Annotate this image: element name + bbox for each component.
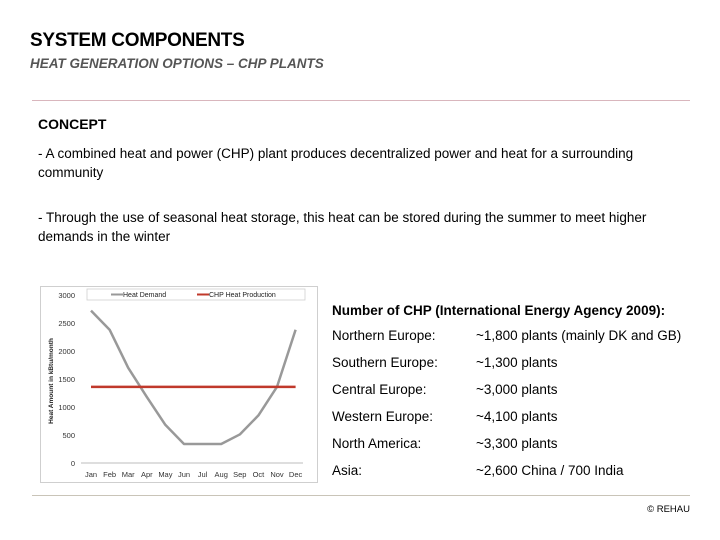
y-tick-label: 2500 [58,319,75,328]
y-tick-label: 0 [70,459,75,468]
footer-divider [32,495,690,496]
stat-value: ~1,800 plants (mainly DK and GB) [476,328,682,343]
chp-stats [332,300,712,484]
stat-region: Central Europe: [332,382,427,397]
slide-title: SYSTEM COMPONENTS [30,30,245,51]
heat-chart [40,286,318,483]
x-tick-label: Nov [270,470,284,479]
x-tick-label: Jul [197,470,208,479]
x-tick-label: Dec [288,470,303,479]
header-divider [32,100,690,101]
series-line-heat-demand [91,311,296,444]
stat-value: ~1,300 plants [476,355,558,370]
stat-row [332,322,712,349]
x-tick-label: Oct [252,470,265,479]
stat-value: ~2,600 China / 700 India [476,463,624,478]
legend-label: Heat Demand [123,292,167,299]
stat-region: North America: [332,436,422,451]
x-tick-label: Feb [103,470,117,479]
stat-row [332,457,712,484]
x-tick-label: Jun [177,470,191,479]
stat-row [332,349,712,376]
stat-value: ~3,300 plants [476,436,558,451]
x-tick-label: Jan [84,470,98,479]
heat-chart-svg [41,287,319,484]
concept-paragraph-1: - A combined heat and power (CHP) plant produces decentralized power and heat for a surrounding community [38,146,634,180]
y-tick-label: 2000 [58,347,75,356]
concept-paragraph-2: - Through the use of seasonal heat storage, this heat can be stored during the summer to meet higher demands in the winter [38,210,647,244]
copyright: © REHAU [647,504,690,515]
x-tick-label: Mar [121,470,135,479]
y-axis-label: Heat Amount in kBtu/month [48,338,55,424]
y-tick-label: 500 [62,431,75,440]
stat-region: Northern Europe: [332,328,436,343]
y-tick-label: 1500 [58,375,75,384]
stat-value: ~4,100 plants [476,409,558,424]
slide-subtitle: HEAT GENERATION OPTIONS – CHP PLANTS [30,56,324,71]
x-tick-label: Sep [233,470,247,479]
stat-region: Asia: [332,463,363,478]
stat-row [332,430,712,457]
x-tick-label: Aug [214,470,228,479]
stat-row [332,403,712,430]
concept-heading: CONCEPT [38,116,107,132]
x-tick-label: Apr [140,470,153,479]
y-tick-label: 1000 [58,403,75,412]
y-tick-label: 3000 [58,291,75,300]
stats-heading: Number of CHP (International Energy Agency 2009): [332,303,666,318]
stat-value: ~3,000 plants [476,382,558,397]
stat-row [332,376,712,403]
stat-region: Western Europe: [332,409,434,424]
stat-region: Southern Europe: [332,355,438,370]
x-tick-label: May [158,470,173,479]
legend-label: CHP Heat Production [209,292,276,299]
